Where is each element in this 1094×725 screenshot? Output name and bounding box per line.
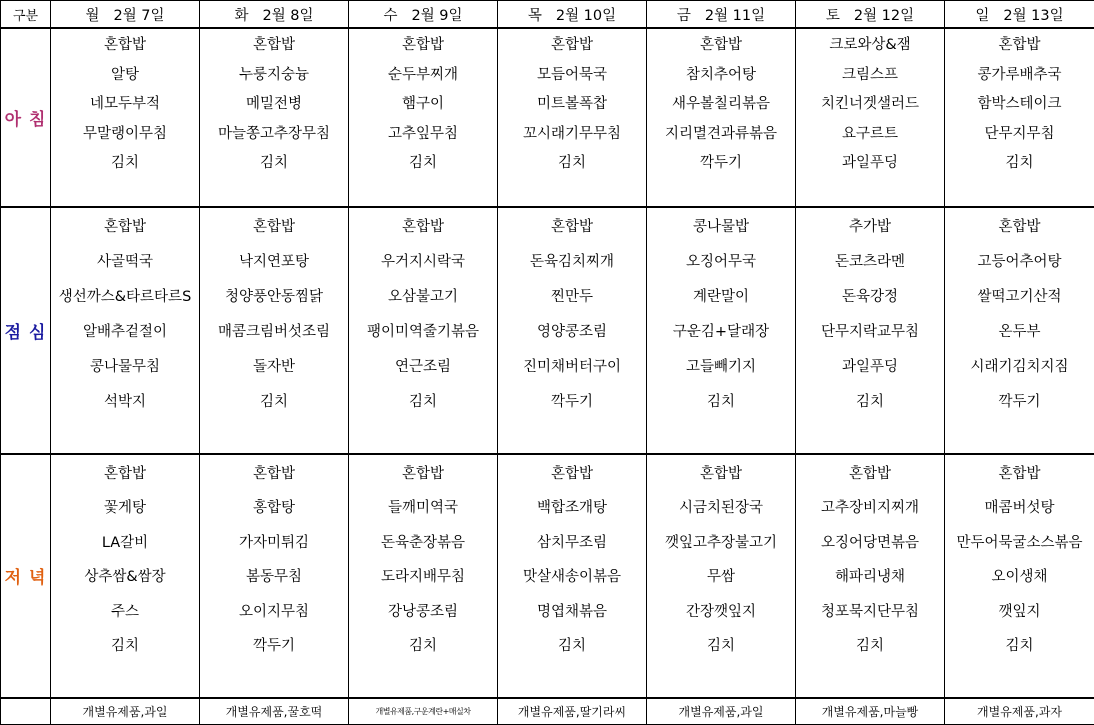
menu-item: 상추쌈&쌈장: [51, 559, 200, 594]
header-weekday: 월: [85, 8, 99, 24]
snack-label: [1, 698, 51, 725]
menu-item: 고등어추어탕: [945, 243, 1094, 278]
menu-item: 혼합밥: [945, 207, 1094, 243]
menu-item: [51, 662, 200, 698]
dinner-label: 저 녁: [1, 454, 51, 698]
menu-item: 네모두부적: [51, 88, 200, 118]
menu-item: 청양풍안동찜닭: [200, 278, 349, 313]
menu-item: 단무지락교무침: [796, 313, 945, 348]
menu-item: 김치: [647, 628, 796, 663]
menu-item: 들깨미역국: [349, 490, 498, 525]
menu-item: [945, 418, 1094, 454]
menu-item: [51, 177, 200, 208]
menu-item: 혼합밥: [498, 207, 647, 243]
header-day-7: [945, 1, 1094, 29]
menu-item: [200, 177, 349, 208]
snack-item: 개별유제품,구운계란+매실차: [349, 698, 498, 725]
menu-item: 김치: [200, 383, 349, 418]
menu-item: 우거지시락국: [349, 243, 498, 278]
lunch-row: [1, 348, 1094, 383]
menu-item: 영양콩조림: [498, 313, 647, 348]
menu-item: 깍두기: [647, 147, 796, 177]
header-date: 2월 11일: [705, 8, 765, 24]
menu-item: 가자미튀김: [200, 524, 349, 559]
header-date: 2월 10일: [556, 8, 616, 24]
menu-item: 고추잎무침: [349, 118, 498, 148]
menu-item: 모듬어묵국: [498, 59, 647, 89]
menu-item: 혼합밥: [51, 454, 200, 490]
header-date: 2월 13일: [1003, 8, 1063, 24]
header-corner: 구분: [1, 1, 51, 29]
menu-item: 시래기김치지짐: [945, 348, 1094, 383]
snack-item: 개별유제품,과자: [945, 698, 1094, 725]
menu-item: 해파리냉채: [796, 559, 945, 594]
menu-item: LA갈비: [51, 524, 200, 559]
snack-item: 개별유제품,꿀호떡: [200, 698, 349, 725]
menu-item: 오징어당면볶음: [796, 524, 945, 559]
lunch-label: 점 심: [1, 207, 51, 454]
menu-item: 혼합밥: [945, 454, 1094, 490]
lunch-row: [1, 207, 1094, 243]
header-day-3: [349, 1, 498, 29]
menu-item: 크림스프: [796, 59, 945, 89]
menu-item: 김치: [945, 147, 1094, 177]
breakfast-row: [1, 118, 1094, 148]
menu-item: 사골떡국: [51, 243, 200, 278]
menu-item: 도라지배무침: [349, 559, 498, 594]
menu-item: 혼합밥: [498, 28, 647, 59]
menu-item: 꼬시래기무무침: [498, 118, 647, 148]
menu-item: 단무지무침: [945, 118, 1094, 148]
menu-item: 콩나물무침: [51, 348, 200, 383]
menu-item: 김치: [349, 628, 498, 663]
header-day-6: [796, 1, 945, 29]
menu-item: 맛살새송이볶음: [498, 559, 647, 594]
menu-item: 매콤크림버섯조림: [200, 313, 349, 348]
menu-item: 치킨너겟샐러드: [796, 88, 945, 118]
dinner-row: [1, 454, 1094, 490]
menu-item: 혼합밥: [200, 207, 349, 243]
snack-item: 개별유제품,과일: [647, 698, 796, 725]
menu-item: 낙지연포탕: [200, 243, 349, 278]
menu-item: 꽃게탕: [51, 490, 200, 525]
header-weekday: 목: [528, 8, 542, 24]
header-day-4: [498, 1, 647, 29]
menu-item: 온두부: [945, 313, 1094, 348]
menu-item: 혼합밥: [498, 454, 647, 490]
menu-item: [796, 418, 945, 454]
menu-item: [349, 177, 498, 208]
menu-item: 삼치무조림: [498, 524, 647, 559]
menu-item: 석박지: [51, 383, 200, 418]
header-date: 2월 7일: [113, 8, 164, 24]
menu-item: 순두부찌개: [349, 59, 498, 89]
dinner-row: [1, 662, 1094, 698]
menu-item: 오삼불고기: [349, 278, 498, 313]
menu-item: 새우볼칠리볶음: [647, 88, 796, 118]
dinner-row: [1, 559, 1094, 594]
breakfast-label: 아 침: [1, 28, 51, 207]
menu-item: 쌀떡고기산적: [945, 278, 1094, 313]
menu-item: [647, 177, 796, 208]
breakfast-row: [1, 59, 1094, 89]
menu-item: 햄구이: [349, 88, 498, 118]
header-day-2: [200, 1, 349, 29]
menu-item: 혼합밥: [796, 454, 945, 490]
menu-item: 깻잎고추장불고기: [647, 524, 796, 559]
header-weekday: 화: [234, 8, 248, 24]
menu-item: [498, 177, 647, 208]
menu-item: [498, 662, 647, 698]
menu-item: 콩나물밥: [647, 207, 796, 243]
menu-item: 오이생채: [945, 559, 1094, 594]
menu-item: 팽이미역줄기볶음: [349, 313, 498, 348]
menu-item: 돈육춘장볶음: [349, 524, 498, 559]
menu-item: 혼합밥: [200, 454, 349, 490]
menu-item: 혼합밥: [349, 28, 498, 59]
header-day-1: [51, 1, 200, 29]
menu-item: 돌자반: [200, 348, 349, 383]
lunch-row: [1, 313, 1094, 348]
menu-item: 콩가루배추국: [945, 59, 1094, 89]
header-date: 2월 8일: [262, 8, 313, 24]
menu-item: 봄동무침: [200, 559, 349, 594]
menu-item: [647, 418, 796, 454]
menu-item: 깻잎지: [945, 593, 1094, 628]
menu-item: 구운김+달래장: [647, 313, 796, 348]
menu-item: 김치: [349, 383, 498, 418]
header-date: 2월 12일: [854, 8, 914, 24]
menu-item: 고들빼기지: [647, 348, 796, 383]
menu-item: 무쌈: [647, 559, 796, 594]
menu-item: 미트볼폭찹: [498, 88, 647, 118]
menu-item: 과일푸딩: [796, 348, 945, 383]
menu-item: 지리멸견과류볶음: [647, 118, 796, 148]
menu-item: [796, 662, 945, 698]
menu-item: [945, 662, 1094, 698]
menu-item: 명엽채볶음: [498, 593, 647, 628]
menu-item: 간장깻잎지: [647, 593, 796, 628]
menu-item: 과일푸딩: [796, 147, 945, 177]
menu-item: 만두어묵굴소스볶음: [945, 524, 1094, 559]
menu-item: 마늘쫑고추장무침: [200, 118, 349, 148]
header-row: [1, 1, 1094, 29]
header-weekday: 토: [826, 8, 840, 24]
snack-row: [1, 698, 1094, 725]
menu-item: 김치: [796, 383, 945, 418]
header-weekday: 일: [975, 8, 989, 24]
menu-item: 김치: [498, 147, 647, 177]
menu-item: 연근조림: [349, 348, 498, 383]
menu-item: 누룽지숭늉: [200, 59, 349, 89]
menu-item: [200, 418, 349, 454]
menu-item: 김치: [945, 628, 1094, 663]
menu-item: 고추장비지찌개: [796, 490, 945, 525]
breakfast-row: [1, 88, 1094, 118]
menu-item: 생선까스&타르타르S: [51, 278, 200, 313]
menu-item: 돈육김치찌개: [498, 243, 647, 278]
menu-item: 깍두기: [200, 628, 349, 663]
dinner-row: [1, 490, 1094, 525]
menu-item: 혼합밥: [349, 207, 498, 243]
menu-item: [51, 418, 200, 454]
menu-item: 김치: [349, 147, 498, 177]
menu-item: 깍두기: [498, 383, 647, 418]
menu-item: 홍합탕: [200, 490, 349, 525]
menu-item: 혼합밥: [51, 207, 200, 243]
menu-item: 혼합밥: [349, 454, 498, 490]
menu-item: 백합조개탕: [498, 490, 647, 525]
menu-item: 김치: [498, 628, 647, 663]
menu-item: 오이지무침: [200, 593, 349, 628]
breakfast-row: [1, 28, 1094, 59]
menu-item: 참치추어탕: [647, 59, 796, 89]
dinner-row: [1, 524, 1094, 559]
menu-item: 혼합밥: [200, 28, 349, 59]
menu-item: 추가밥: [796, 207, 945, 243]
menu-item: 오징어무국: [647, 243, 796, 278]
snack-item: 개별유제품,딸기라씨: [498, 698, 647, 725]
menu-item: 김치: [51, 628, 200, 663]
menu-item: [647, 662, 796, 698]
menu-item: 혼합밥: [945, 28, 1094, 59]
menu-item: 시금치된장국: [647, 490, 796, 525]
menu-item: 요구르트: [796, 118, 945, 148]
menu-item: 무말랭이무침: [51, 118, 200, 148]
snack-item: 개별유제품,과일: [51, 698, 200, 725]
menu-item: [349, 418, 498, 454]
menu-item: 깍두기: [945, 383, 1094, 418]
header-day-5: [647, 1, 796, 29]
menu-item: 김치: [200, 147, 349, 177]
menu-item: 강낭콩조림: [349, 593, 498, 628]
menu-item: 크로와상&잼: [796, 28, 945, 59]
menu-item: 돈육강정: [796, 278, 945, 313]
snack-item: 개별유제품,마늘빵: [796, 698, 945, 725]
menu-item: 김치: [51, 147, 200, 177]
lunch-row: [1, 278, 1094, 313]
menu-item: [945, 177, 1094, 208]
menu-item: 매콤버섯탕: [945, 490, 1094, 525]
header-weekday: 금: [677, 8, 691, 24]
menu-item: [796, 177, 945, 208]
header-date: 2월 9일: [411, 8, 462, 24]
breakfast-row: [1, 147, 1094, 177]
menu-item: 메밀전병: [200, 88, 349, 118]
menu-item: 돈코츠라멘: [796, 243, 945, 278]
menu-item: 진미채버터구이: [498, 348, 647, 383]
lunch-row: [1, 418, 1094, 454]
breakfast-row: [1, 177, 1094, 208]
dinner-row: [1, 593, 1094, 628]
menu-item: 알배추겉절이: [51, 313, 200, 348]
menu-item: [200, 662, 349, 698]
menu-item: [498, 418, 647, 454]
menu-item: 알탕: [51, 59, 200, 89]
menu-item: 청포묵지단무침: [796, 593, 945, 628]
menu-item: 혼합밥: [647, 28, 796, 59]
dinner-row: [1, 628, 1094, 663]
menu-item: 찐만두: [498, 278, 647, 313]
lunch-row: [1, 243, 1094, 278]
header-weekday: 수: [383, 8, 397, 24]
menu-item: [349, 662, 498, 698]
menu-item: 함박스테이크: [945, 88, 1094, 118]
menu-item: 김치: [647, 383, 796, 418]
menu-item: 주스: [51, 593, 200, 628]
lunch-row: [1, 383, 1094, 418]
menu-item: 김치: [796, 628, 945, 663]
menu-item: 혼합밥: [51, 28, 200, 59]
menu-item: 혼합밥: [647, 454, 796, 490]
menu-item: 계란말이: [647, 278, 796, 313]
